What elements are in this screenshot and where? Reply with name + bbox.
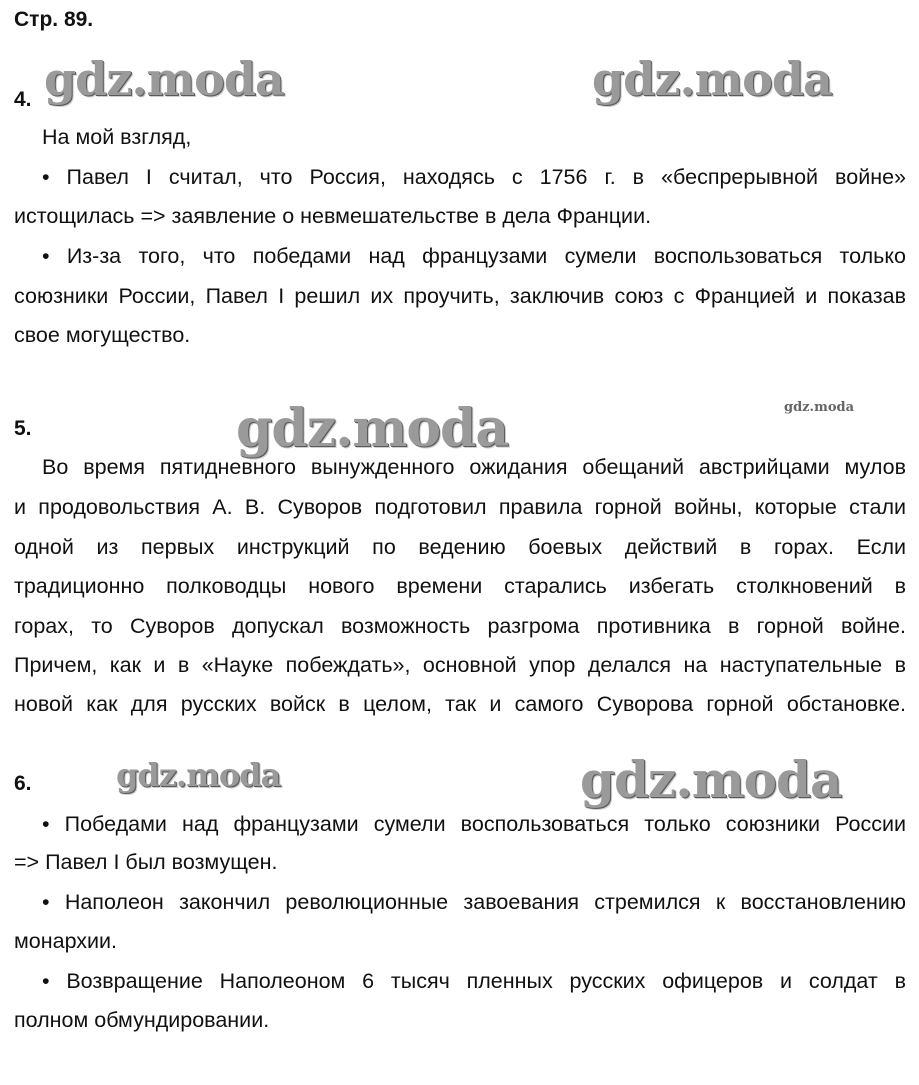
- paragraph-line: • Возвращение Наполеоном 6 тысяч пленных русских офицеров и солдат в: [42, 969, 906, 993]
- paragraph-line: • Из-за того, что победами над французами сумели воспользоваться только: [42, 244, 906, 268]
- watermark-logo: gdz.moda: [580, 750, 842, 809]
- watermark-logo: gdz.moda: [236, 398, 509, 459]
- paragraph-line: новой как для русских войск в целом, так и самого Суворова горной обстановке.: [14, 692, 906, 716]
- paragraph-line: Во время пятидневного вынужденного ожидания обещаний австрийцами мулов: [42, 455, 906, 479]
- paragraph-line: • Победами над французами сумели воспользоваться только союзники России: [42, 812, 906, 836]
- watermark-logo: gdz.moda: [592, 52, 832, 106]
- paragraph-line: и продовольствия А. В. Суворов подготовил правила горной войны, которые стали: [14, 495, 906, 519]
- paragraph-line: союзники России, Павел I решил их проучить, заключив союз с Францией и показав: [14, 284, 906, 308]
- paragraph-line: Причем, как и в «Науке побеждать», основной упор делался на наступательные в: [14, 653, 906, 677]
- paragraph-line: На мой взгляд,: [42, 125, 192, 149]
- paragraph-line: полном обмундировании.: [14, 1008, 270, 1032]
- paragraph-line: • Павел I считал, что Россия, находясь с 1756 г. в «беспрерывной войне»: [42, 165, 906, 189]
- section-number: 5.: [14, 417, 32, 440]
- paragraph-line: одной из первых инструкций по ведению боевых действий в горах. Если: [14, 535, 906, 559]
- paragraph-line: => Павел I был возмущен.: [14, 850, 278, 874]
- watermark-logo: gdz.moda: [116, 756, 281, 794]
- page-header: Стр. 89.: [14, 8, 94, 31]
- paragraph-line: традиционно полководцы нового времени старались избегать столкновений в: [14, 574, 906, 598]
- watermark-logo: gdz.moda: [784, 400, 855, 415]
- section-number: 4.: [14, 88, 32, 111]
- paragraph-line: истощилась => заявление о невмешательстве в дела Франции.: [14, 204, 652, 228]
- paragraph-line: монархии.: [14, 929, 118, 953]
- section-number: 6.: [14, 772, 32, 795]
- paragraph-line: свое могущество.: [14, 323, 191, 347]
- watermark-logo: gdz.moda: [44, 52, 284, 106]
- paragraph-line: горах, то Суворов допускал возможность разгрома противника в горной войне.: [14, 614, 906, 638]
- paragraph-line: • Наполеон закончил революционные завоевания стремился к восстановлению: [42, 890, 906, 914]
